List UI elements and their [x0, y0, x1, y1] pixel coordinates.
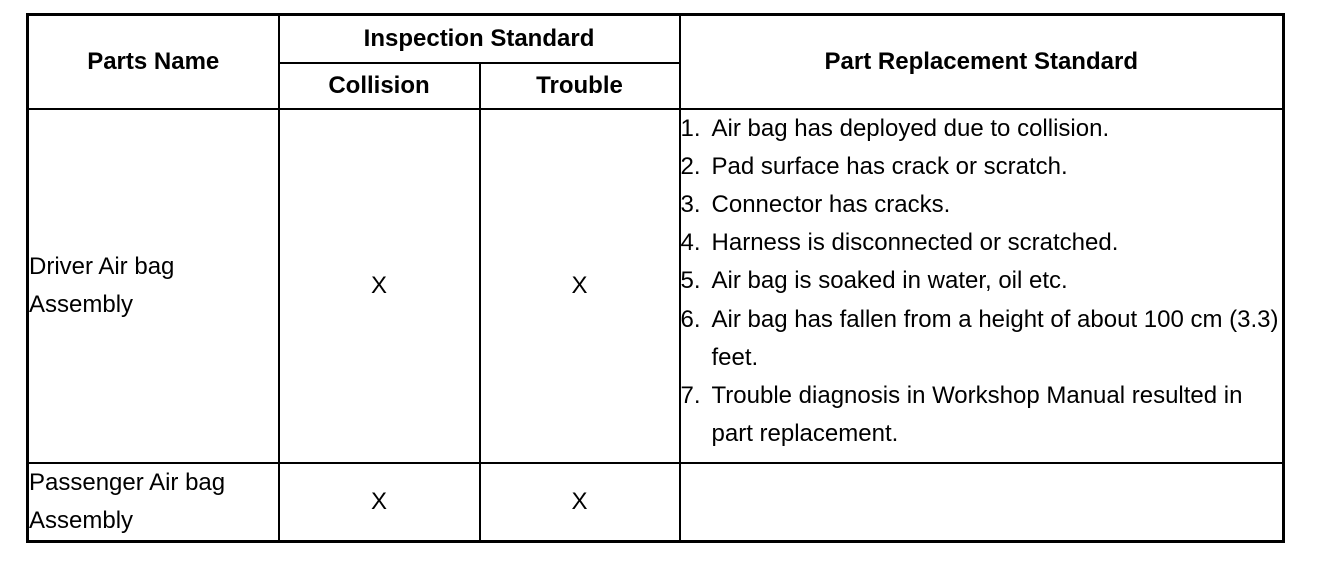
- list-item: [681, 262, 1283, 300]
- table-row: [28, 109, 1284, 463]
- criteria-text: Harness is disconnected or scratched.: [711, 229, 1119, 257]
- list-item: [681, 377, 1283, 453]
- header-part-replacement-standard: Part Replacement Standard: [680, 15, 1284, 109]
- header-collision: Collision: [279, 63, 480, 109]
- collision-mark: X: [279, 463, 480, 542]
- criteria-text: Air bag is soaked in water, oil etc.: [711, 267, 1068, 295]
- replacement-criteria-list: [681, 110, 1283, 454]
- list-item: [681, 224, 1283, 262]
- collision-mark: X: [279, 109, 480, 463]
- list-item: [681, 110, 1283, 148]
- header-inspection-standard: Inspection Standard: [279, 15, 680, 63]
- criteria-text: Air bag has deployed due to collision.: [711, 114, 1110, 142]
- criteria-number: 4.: [680, 229, 701, 257]
- criteria-number: 7.: [680, 381, 701, 409]
- criteria-number: 2.: [680, 152, 701, 180]
- criteria-number: 3.: [680, 190, 701, 218]
- header-row-top: [28, 15, 1284, 63]
- list-item: [681, 186, 1283, 224]
- trouble-mark: X: [480, 109, 680, 463]
- part-name-cell: Passenger Air bag Assembly: [28, 463, 279, 542]
- criteria-text: Pad surface has crack or scratch.: [711, 152, 1068, 180]
- criteria-text: Connector has cracks.: [711, 190, 951, 218]
- criteria-text: Air bag has fallen from a height of about 100 cm (3.3) feet.: [711, 305, 1279, 371]
- criteria-number: 5.: [680, 267, 701, 295]
- list-item: [681, 301, 1283, 377]
- list-item: [681, 148, 1283, 186]
- criteria-number: 1.: [680, 114, 701, 142]
- replacement-criteria-cell: [680, 109, 1284, 463]
- header-parts-name: Parts Name: [28, 15, 279, 109]
- criteria-number: 6.: [680, 305, 701, 333]
- replacement-criteria-cell: [680, 463, 1284, 542]
- header-trouble: Trouble: [480, 63, 680, 109]
- airbag-inspection-table: [26, 13, 1285, 543]
- trouble-mark: X: [480, 463, 680, 542]
- part-name-cell: Driver Air bag Assembly: [28, 109, 279, 463]
- table-row: [28, 463, 1284, 542]
- criteria-text: Trouble diagnosis in Workshop Manual resulted in part replacement.: [711, 381, 1243, 448]
